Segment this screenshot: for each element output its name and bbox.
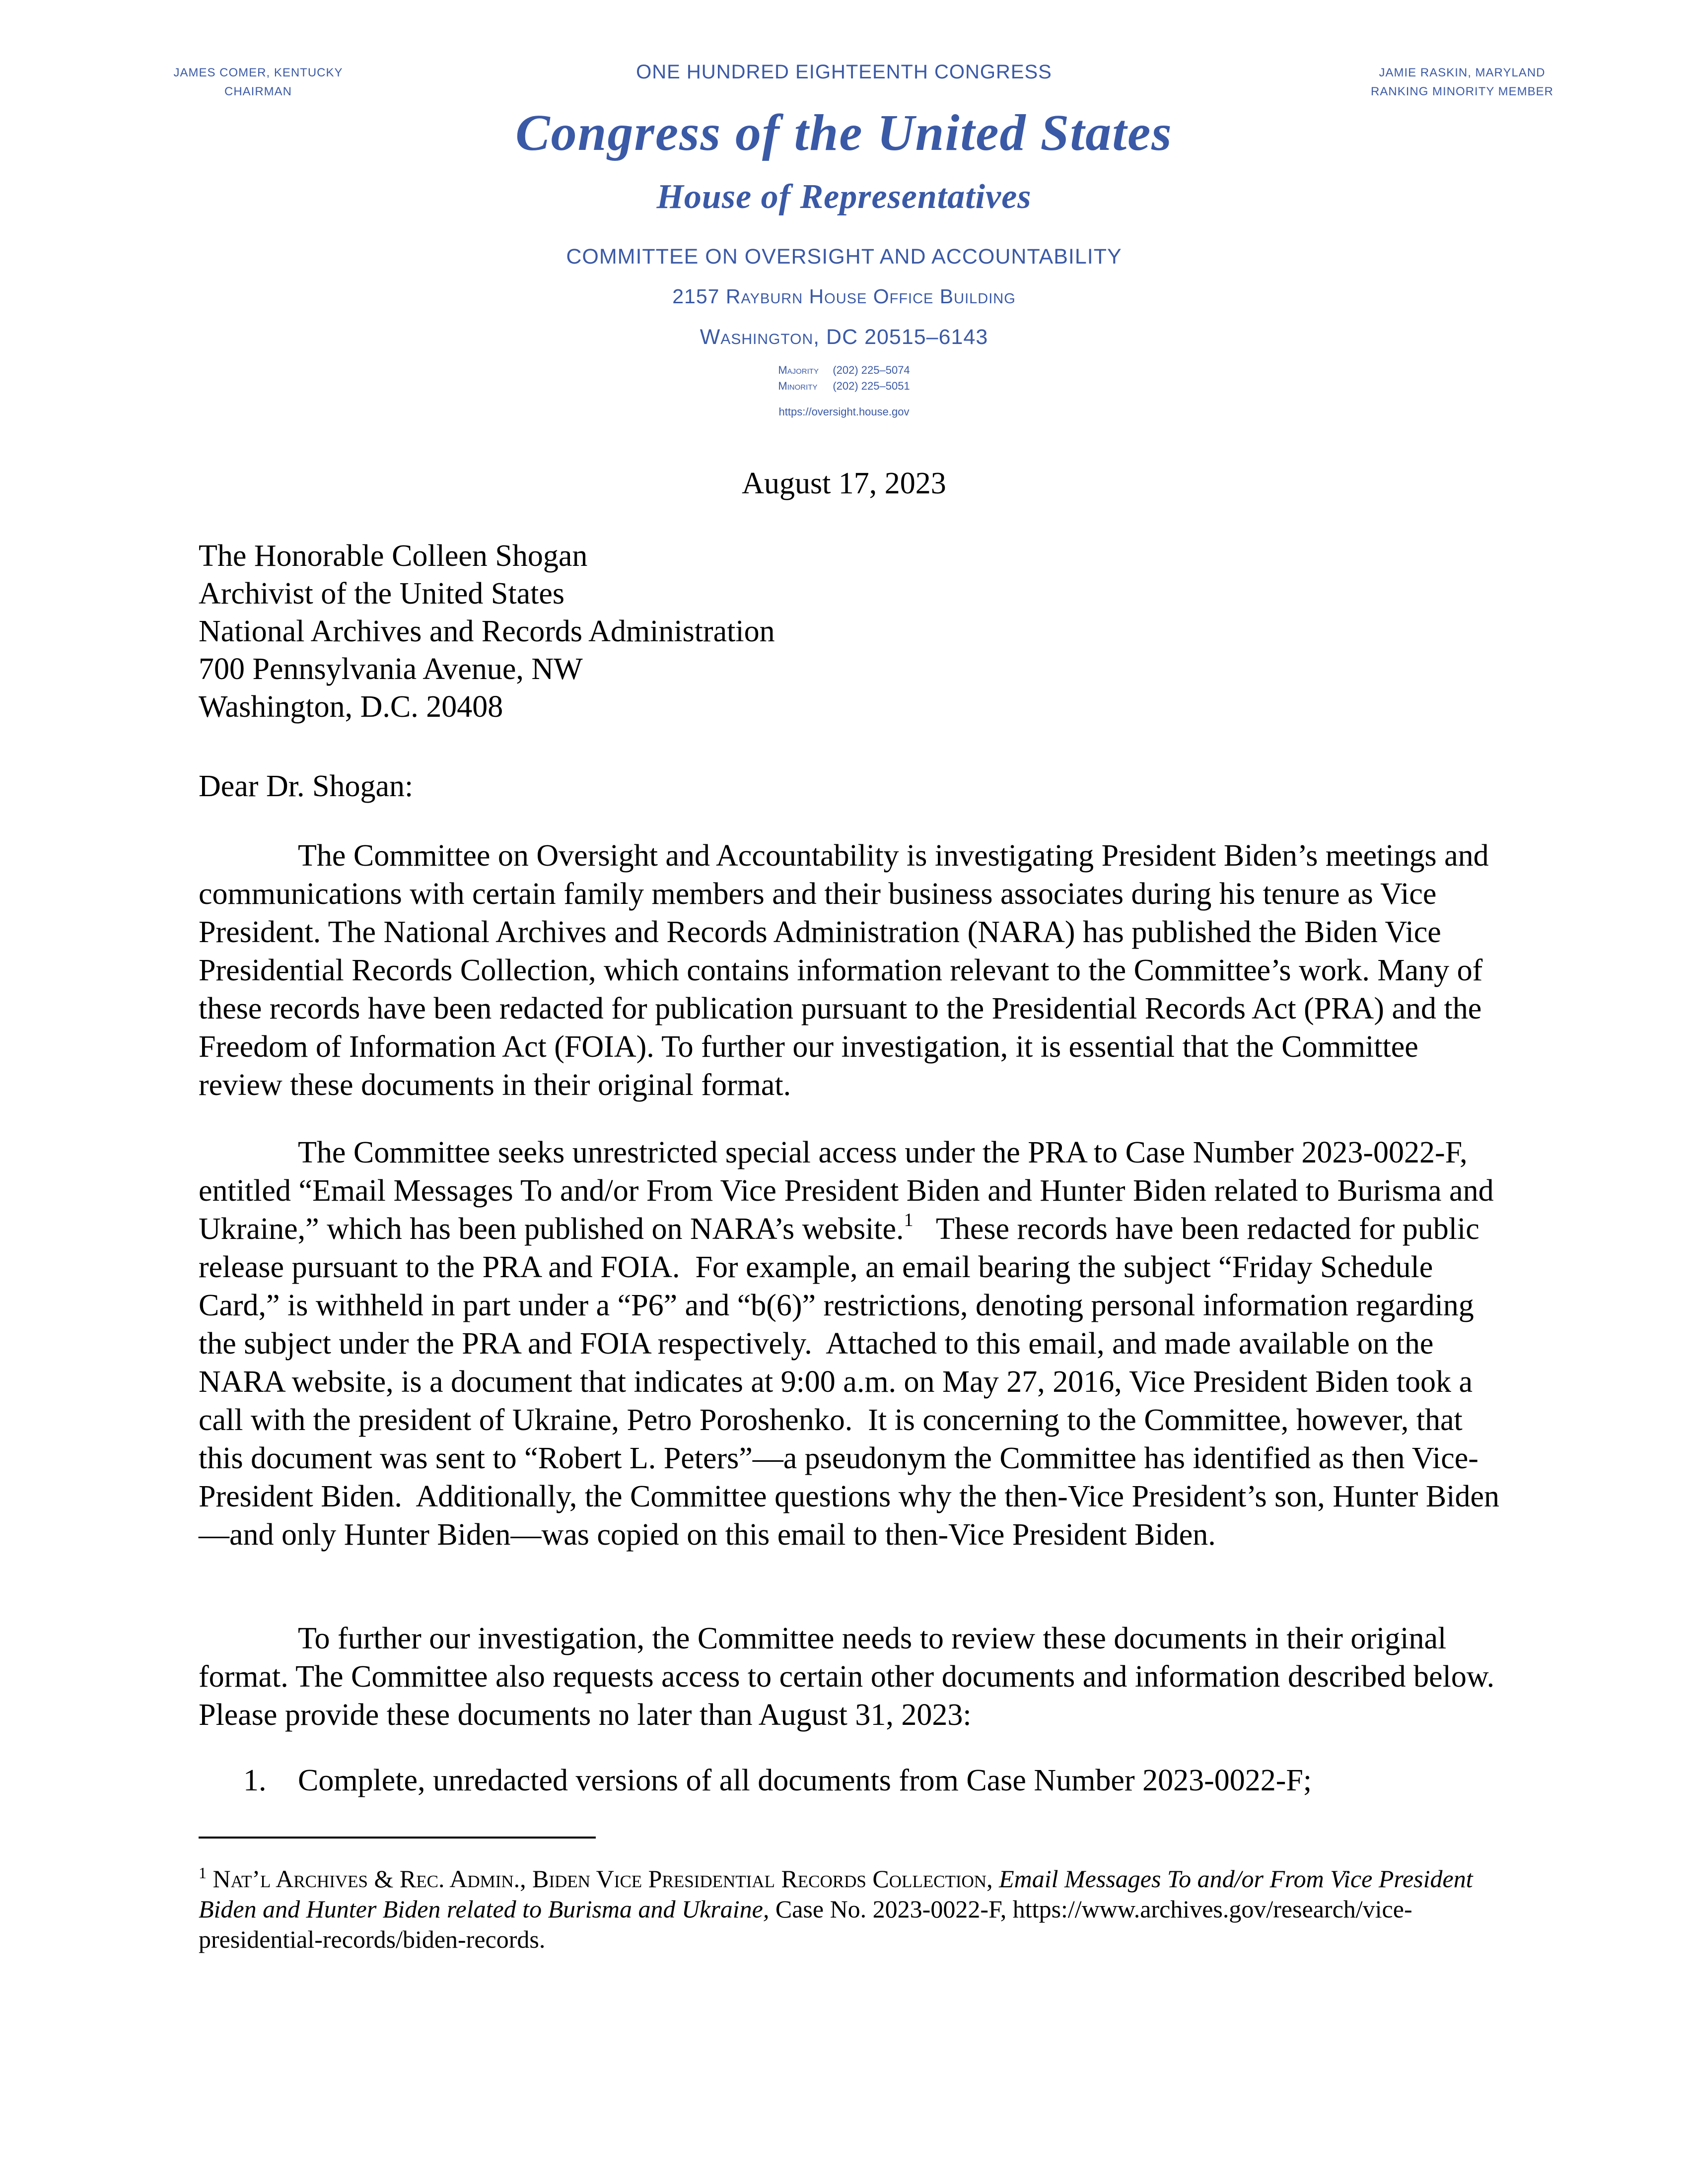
salutation: Dear Dr. Shogan: (199, 769, 414, 803)
body-paragraph-1 (199, 837, 1509, 1104)
majority-label: Majority (778, 364, 819, 376)
footnote (199, 1864, 1499, 1955)
paragraph-text: The Committee seeks unrestricted special access under the PRA to Case Number 2023-0022-F, entitled “Email Messages To and/or From Vice President Biden and Hunter Biden related to Burisma and Ukraine,” which has been published on NARA’s website. (199, 1136, 1494, 1246)
congress-title: Congress of the United States (515, 104, 1173, 161)
minority-phone: (202) 225–5051 (833, 380, 910, 392)
footnote-case: Case No. 2023-0022-F, (769, 1895, 1007, 1923)
addressee-line: National Archives and Records Administration (199, 614, 775, 648)
chairman-title: CHAIRMAN (224, 85, 292, 98)
congress-number: ONE HUNDRED EIGHTEENTH CONGRESS (636, 61, 1052, 83)
house-title: House of Representatives (656, 178, 1032, 216)
letter-date: August 17, 2023 (742, 467, 946, 500)
addressee-line: 700 Pennsylvania Avenue, NW (199, 652, 583, 686)
letterhead (0, 60, 1688, 420)
addressee-block (199, 537, 775, 726)
footnote-mark: 1 (199, 1864, 207, 1882)
list-item-number: 1. (243, 1764, 267, 1797)
addressee-line: Archivist of the United States (199, 577, 564, 611)
majority-phone: (202) 225–5074 (833, 364, 910, 376)
request-list (243, 1762, 1509, 1800)
chairman-name: JAMES COMER, KENTUCKY (173, 66, 343, 79)
body-paragraph-2 (199, 1134, 1509, 1554)
ranking-member-title: RANKING MINORITY MEMBER (1371, 85, 1553, 98)
paragraph-text: These records have been redacted for public release pursuant to the PRA and FOIA. For example, an email bearing the subject “Friday Schedule Card,” is withheld in part under a “P6” and “b(6)” restrictions, denoting personal information regarding the subject under the PRA and FOIA respectively. Attached to this email, and made available on the NARA website, is a document that indicates at 9:00 a.m. on May 27, 2016, Vice President Biden took a call with the president of Ukraine, Petro Poroshenko. It is concerning to the Committee, however, that this document was sent to “Robert L. Peters”—a pseudonym the Committee has identified as then Vice-President Biden. Additionally, the Committee questions why the then-Vice President’s son, Hunter Biden—and only Hunter Biden—was copied on this email to then-Vice President Biden. (199, 1212, 1500, 1552)
minority-label: Minority (778, 380, 818, 392)
footnote-url: https://www.archives.gov/research/vice-presidential-records/biden-records. (199, 1895, 1412, 1953)
list-item (243, 1762, 1509, 1800)
office-city: Washington, DC 20515–6143 (700, 325, 988, 349)
footnote-source: Nat’l Archives & Rec. Admin., Biden Vice Presidential Records Collection, (212, 1865, 993, 1893)
committee-website: https://oversight.house.gov (778, 406, 910, 418)
paragraph-text: To further our investigation, the Committee needs to review these documents in their original format. The Committee also requests access to certain other documents and information described below. Please provide these documents no later than August 31, 2023: (199, 1622, 1495, 1732)
list-item-text: Complete, unredacted versions of all documents from Case Number 2023-0022-F; (298, 1764, 1312, 1797)
phone-numbers (778, 362, 910, 394)
addressee-line: The Honorable Colleen Shogan (199, 539, 588, 573)
addressee-line: Washington, D.C. 20408 (199, 690, 503, 724)
office-address: 2157 Rayburn House Office Building (672, 285, 1016, 308)
committee-name: COMMITTEE ON OVERSIGHT AND ACCOUNTABILITY (566, 245, 1122, 269)
ranking-member-name: JAMIE RASKIN, MARYLAND (1379, 66, 1546, 79)
footnote-reference: 1 (904, 1210, 914, 1230)
paragraph-text: The Committee on Oversight and Accountability is investigating President Biden’s meetings and communications with certain family members and their business associates during his tenure as Vice President. The National Archives and Records Administration (NARA) has published the Biden Vice Presidential Records Collection, which contains information relevant to the Committee’s work. Many of these records have been redacted for publication pursuant to the Presidential Records Act (PRA) and the Freedom of Information Act (FOIA). To further our investigation, it is essential that the Committee review these documents in their original format. (199, 839, 1489, 1102)
body-paragraph-3 (199, 1620, 1509, 1734)
footnote-title: Email Messages To and/or From Vice President Biden and Hunter Biden related to Burisma and Ukraine, (199, 1865, 1473, 1923)
footnote-divider (199, 1837, 596, 1839)
